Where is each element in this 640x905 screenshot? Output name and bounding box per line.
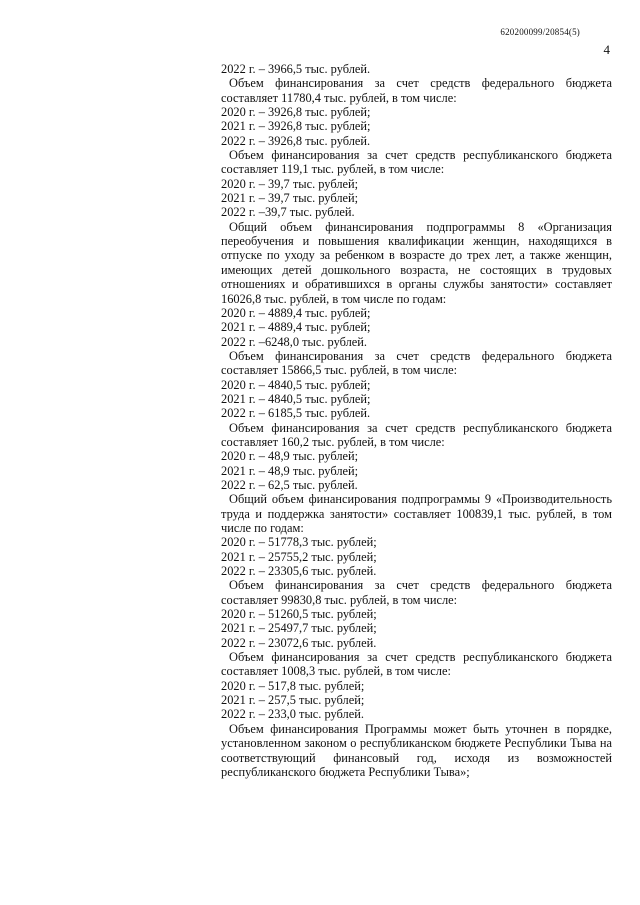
text-line: 2020 г. – 39,7 тыс. рублей; <box>221 176 359 191</box>
paragraph: Объем финансирования за счет средств республиканского бюджета составляет 160,2 тыс. рублей, в том числе: <box>221 420 612 449</box>
text-line: 2020 г. – 4840,5 тыс. рублей; <box>221 377 371 392</box>
document-id: 620200099/20854(5) <box>500 27 580 37</box>
text-line: 2021 г. – 39,7 тыс. рублей; <box>221 191 359 206</box>
text-line: 2020 г. – 51260,5 тыс. рублей; <box>221 607 377 622</box>
paragraph: Общий объем финансирования подпрограммы 9 «Производительность труда и поддержка занятости» составляет 100839,1 тыс. рублей, в том числе по годам: <box>221 492 612 535</box>
text-line: 2022 г. – 62,5 тыс. рублей. <box>221 477 358 492</box>
page-number: 4 <box>603 42 610 57</box>
text-line: 2022 г. – 233,0 тыс. рублей. <box>221 707 364 722</box>
paragraph: Общий объем финансирования подпрограммы 8 «Организация переобучения и повышения квалификации женщин, находящихся в отпуске по уходу за ребенком в возрасте до трех лет, а также женщин, имеющих детей дошкольного возраста, не состоящих в трудовых отношениях и обратившихся в органы службы занятости» составляет 16026,8 тыс. рублей, в том числе по годам: <box>221 219 612 306</box>
text-line: 2022 г. – 3926,8 тыс. рублей. <box>221 133 371 148</box>
text-line: 2021 г. – 48,9 тыс. рублей; <box>221 463 359 478</box>
text-line: 2020 г. – 48,9 тыс. рублей; <box>221 449 359 464</box>
text-line: 2022 г. –39,7 тыс. рублей. <box>221 205 355 220</box>
document-body <box>221 62 612 779</box>
text-line: 2022 г. – 3966,5 тыс. рублей. <box>221 62 371 76</box>
text-line: 2021 г. – 257,5 тыс. рублей; <box>221 693 365 708</box>
text-line: 2020 г. – 51778,3 тыс. рублей; <box>221 535 377 550</box>
paragraph: Объем финансирования за счет средств федерального бюджета составляет 11780,4 тыс. рублей, в том числе: <box>221 76 612 105</box>
text-line: 2022 г. – 23305,6 тыс. рублей. <box>221 564 377 579</box>
text-line: 2020 г. – 517,8 тыс. рублей; <box>221 678 365 693</box>
text-line: 2020 г. – 4889,4 тыс. рублей; <box>221 305 371 320</box>
paragraph: Объем финансирования за счет средств федерального бюджета составляет 15866,5 тыс. рублей, в том числе: <box>221 348 612 378</box>
paragraph: Объем финансирования за счет средств федерального бюджета составляет 99830,8 тыс. рублей, в том числе: <box>221 578 612 607</box>
paragraph: Объем финансирования за счет средств республиканского бюджета составляет 119,1 тыс. рублей, в том числе: <box>221 148 612 177</box>
text-line: 2021 г. – 25755,2 тыс. рублей; <box>221 549 377 564</box>
paragraph: Объем финансирования Программы может быть уточнен в порядке, установленном законом о республиканском бюджете Республики Тыва на соответствующий финансовый год, исходя из возможностей республиканского бюджета Республики Тыва»; <box>221 721 612 779</box>
text-line: 2022 г. – 23072,6 тыс. рублей. <box>221 635 377 650</box>
text-line: 2021 г. – 4840,5 тыс. рублей; <box>221 391 371 406</box>
text-line: 2020 г. – 3926,8 тыс. рублей; <box>221 105 371 120</box>
text-line: 2022 г. –6248,0 тыс. рублей. <box>221 334 368 349</box>
text-line: 2022 г. – 6185,5 тыс. рублей. <box>221 406 371 421</box>
paragraph: Объем финансирования за счет средств республиканского бюджета составляет 1008,3 тыс. рублей, в том числе: <box>221 650 612 679</box>
text-line: 2021 г. – 3926,8 тыс. рублей; <box>221 119 371 134</box>
text-line: 2021 г. – 4889,4 тыс. рублей; <box>221 320 371 335</box>
text-line: 2021 г. – 25497,7 тыс. рублей; <box>221 621 377 636</box>
